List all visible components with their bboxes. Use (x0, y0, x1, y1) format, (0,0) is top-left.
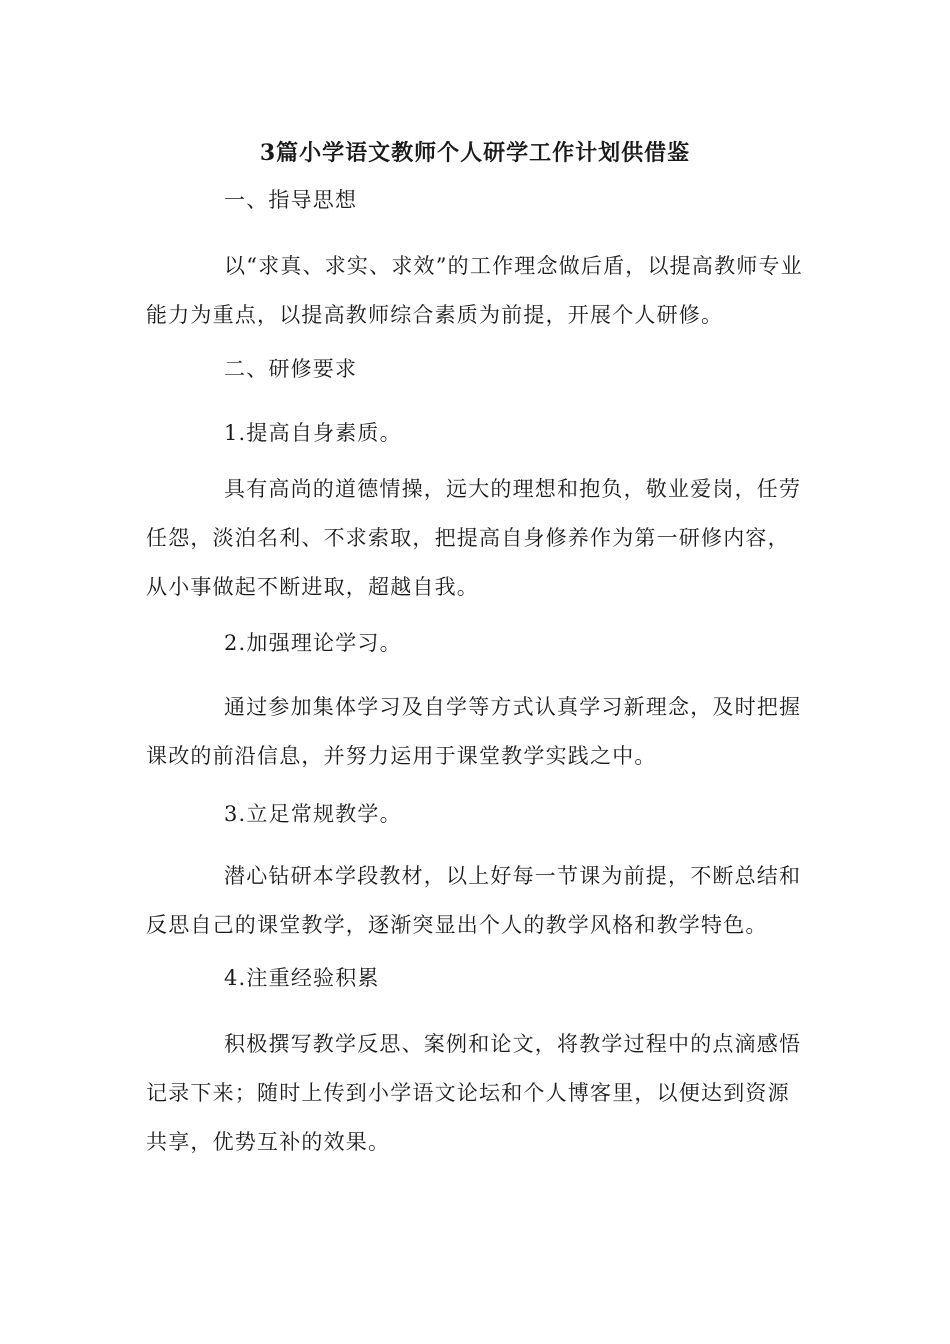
paragraph-experience: 积极撰写教学反思、案例和论文，将教学过程中的点滴感悟记录下来；随时上传到小学语文论坛和个人博客里，以便达到资源共享，优势互补的效果。 (146, 1032, 802, 1154)
subheading-theory-study: 2.加强理论学习。 (224, 631, 402, 655)
subheading-routine-teaching: 3.立足常规教学。 (224, 802, 402, 826)
heading-research-requirements: 二、研修要求 (224, 357, 358, 381)
paragraph-guiding-ideology: 以“求真、求实、求效”的工作理念做后盾，以提高教师专业能力为重点，以提高教师综合素质为前提，开展个人研修。 (146, 254, 803, 327)
paragraph-self-quality: 具有高尚的道德情操，远大的理想和抱负，敬业爱岗，任劳任怨，淡泊名利、不求索取，把提高自身修养作为第一研修内容，从小事做起不断进取，超越自我。 (146, 477, 802, 599)
paragraph-routine-teaching: 潜心钻研本学段教材，以上好每一节课为前提，不断总结和反思自己的课堂教学，逐渐突显出个人的教学风格和教学特色。 (146, 864, 802, 937)
heading-guiding-ideology: 一、指导思想 (224, 188, 358, 212)
document-title: 3篇小学语文教师个人研学工作计划供借鉴 (259, 140, 691, 166)
paragraph-theory-study: 通过参加集体学习及自学等方式认真学习新理念，及时把握课改的前沿信息，并努力运用于课堂教学实践之中。 (146, 695, 802, 768)
subheading-experience: 4.注重经验积累 (224, 966, 380, 990)
subheading-self-quality: 1.提高自身素质。 (224, 421, 402, 445)
